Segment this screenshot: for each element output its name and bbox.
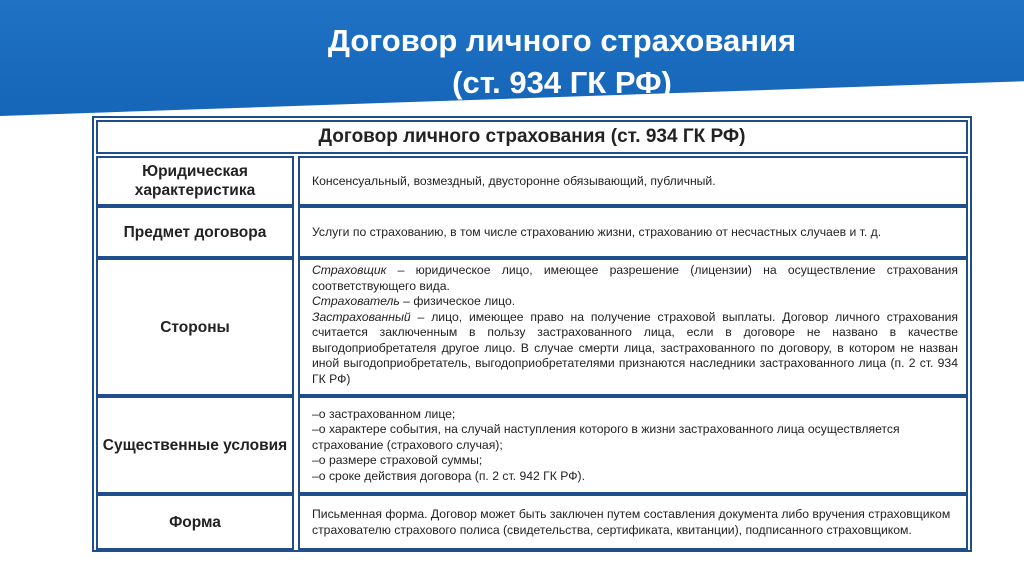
list-item: –о застрахованном лице; [312, 406, 456, 421]
row-text: Письменная форма. Договор может быть заключен путем составления документа либо вручения страховщиком страхователю страхового полиса (свидетельства, сертификата, квитанции), подписанного страховщиком. [312, 507, 951, 537]
table-header: Договор личного страхования (ст. 934 ГК РФ) [96, 120, 968, 154]
insurer-term: Страховщик [312, 263, 387, 277]
insurer-text: – юридическое лицо, имеющее разрешение (лицензии) на осуществление страхования соответствующего вида. [312, 263, 958, 293]
table-row-legal-characteristic [96, 156, 968, 206]
row-value [298, 396, 968, 494]
row-text: Консенсуальный, возмездный, двусторонне обязывающий, публичный. [312, 173, 716, 188]
slide-title-line1: Договор личного страхования [327, 23, 797, 58]
parties-insured [312, 310, 958, 388]
row-label: Стороны [96, 258, 294, 396]
parties-policyholder [312, 294, 958, 310]
policyholder-term: Страхователь [312, 294, 400, 308]
policyholder-text: – физическое лицо. [399, 294, 516, 308]
row-text: Услуги по страхованию, в том числе страхованию жизни, страхованию от несчастных случаев и т. д. [312, 224, 882, 239]
row-value [298, 258, 968, 396]
list-item: –о характере события, на случай наступления которого в жизни застрахованного лица осуществляется страхование (страхового случая); [312, 422, 900, 452]
row-label: Существенные условия [96, 396, 294, 494]
list-item: –о сроке действия договора (п. 2 ст. 942 ГК РФ). [312, 468, 585, 483]
insured-text: – лицо, имеющее право на получение страховой выплаты. Договор личного страхования считается заключенным в пользу застрахованного лица, если в договоре не названо в качестве выгодоприобретателя другое лицо. В случае смерти лица, застрахованного по договору, в котором не назван иной выгодоприобретатель, выгодоприобретателями признаются наследники застрахованного лица (п. 2 ст. 934 ГК РФ) [312, 309, 958, 386]
row-value [298, 494, 968, 550]
slide-title-line2: (ст. 934 ГК РФ) [452, 65, 672, 100]
table-row-essential-terms [96, 396, 968, 494]
row-value [298, 156, 968, 206]
slide-title [0, 20, 1024, 104]
row-value [298, 206, 968, 258]
parties-insurer [312, 263, 958, 294]
table-row-parties [96, 258, 968, 396]
row-label: Юридическая характеристика [96, 156, 294, 206]
insured-term: Застрахованный [312, 309, 411, 324]
contract-table [92, 116, 972, 552]
row-label: Предмет договора [96, 206, 294, 258]
list-item: –о размере страховой суммы; [312, 453, 483, 468]
row-label: Форма [96, 494, 294, 550]
table-row-subject [96, 206, 968, 258]
table-row-form [96, 494, 968, 550]
